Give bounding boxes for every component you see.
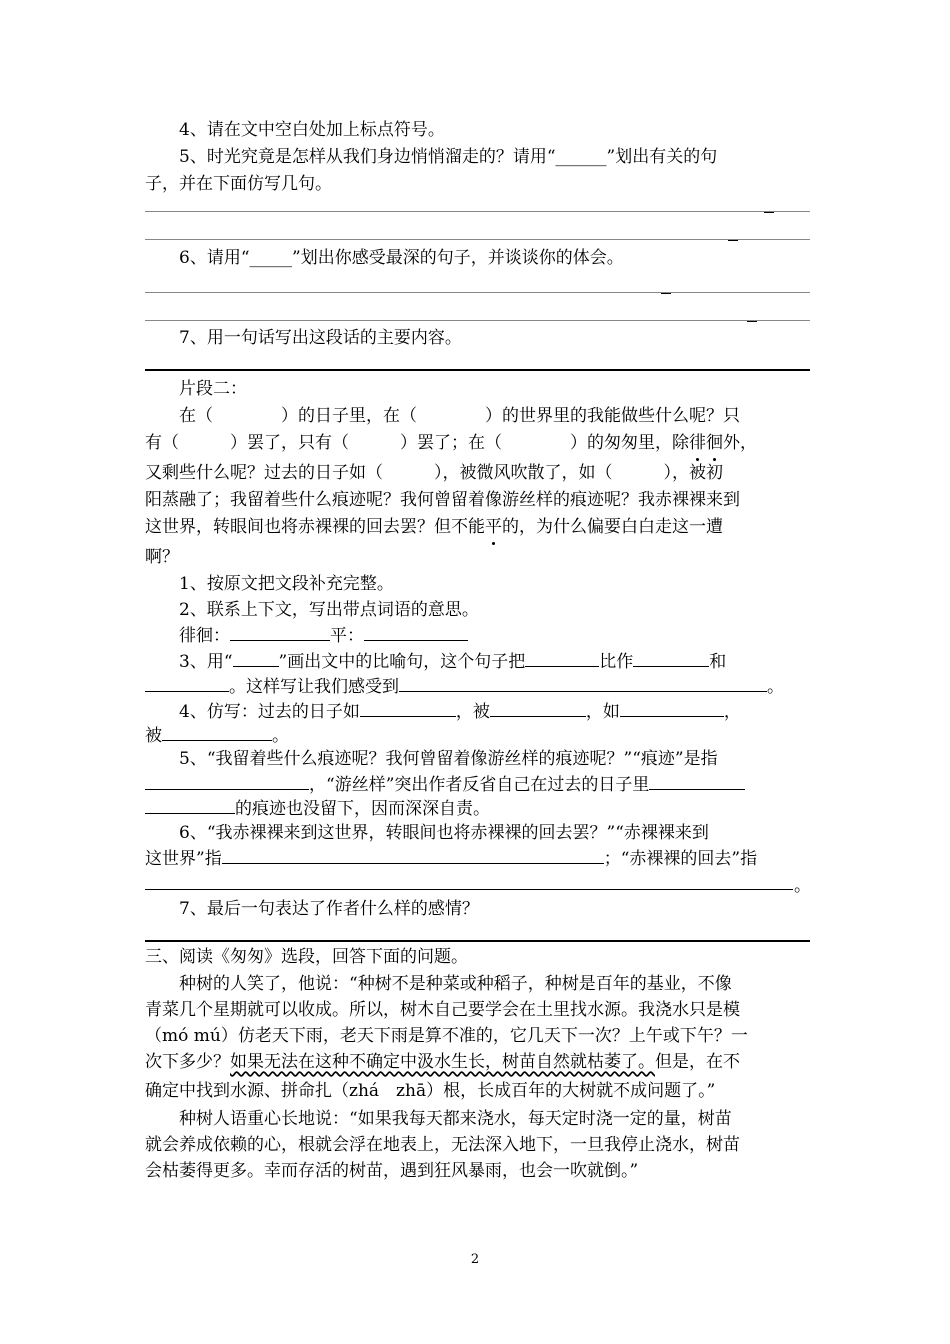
question-2: 2、联系上下文，写出带点词语的意思。: [179, 600, 479, 620]
passage-line: 这世界，转眼间也将赤裸裸的回去罢？但不能平的，为什么偏要白白走这一遭: [145, 517, 723, 537]
question-7: 7、最后一句表达了作者什么样的感情？: [179, 899, 479, 919]
period: 。: [794, 876, 811, 896]
answer-blank[interactable]: [620, 700, 724, 717]
answer-line-mark: [764, 212, 774, 213]
answer-blank[interactable]: [145, 773, 309, 790]
passage-line: 在（ ）的日子里，在（ ）的世界里的我能做些什么呢？只: [179, 406, 740, 426]
answer-line: [145, 369, 810, 371]
answer-blank[interactable]: [360, 700, 456, 717]
passage-line: 有（ ）罢了，只有（ ）罢了；在（ ）的匆匆里，除徘徊外，: [145, 433, 757, 453]
answer-line-mark: [661, 293, 671, 294]
question-4-line2: 被 。: [145, 726, 289, 746]
answer-line: [145, 211, 810, 212]
passage-line: 确定中找到水源、拼命扎（zhá zhā）根，长成百年的大树就不成问题了。”: [145, 1081, 716, 1101]
passage-line: 啊？: [145, 547, 179, 567]
answer-line-mark: [747, 321, 757, 322]
answer-line: [145, 320, 810, 321]
passage-line: 种树人语重心长地说：“如果我每天都来浇水，每天定时浇一定的量，树苗: [179, 1109, 732, 1129]
answer-line: [145, 239, 810, 240]
question-5-line1: 5、“我留着些什么痕迹呢？我何曾留着像游丝样的痕迹呢？”“痕迹”是指: [179, 749, 718, 769]
question-3-line1: 3、用“ ”画出文中的比喻句，这个句子把 比作 和: [179, 652, 727, 672]
passage-line: 阳蒸融了；我留着些什么痕迹呢？我何曾留着像游丝样的痕迹呢？我赤裸裸来到: [145, 490, 740, 510]
answer-line-mark: [728, 240, 738, 241]
answer-line: [145, 940, 810, 942]
answer-blank[interactable]: [162, 724, 272, 741]
question-4-line1: 4、仿写：过去的日子如 ，被 ，如 ，: [179, 702, 741, 722]
wavy-underlined-sentence: 如果无法在这种不确定中汲水生长，树苗自然就枯萎了。: [230, 1052, 655, 1072]
question-4: 4、请在文中空白处加上标点符号。: [179, 120, 445, 140]
answer-line: [145, 889, 793, 890]
question-2-answers: 徘徊： 平：: [145, 624, 844, 647]
question-6: 6、请用“_____”划出你感受最深的句子，并谈谈你的体会。: [179, 248, 624, 268]
question-6-line2: 这世界”指 ；“赤裸裸的回去”指: [145, 849, 758, 869]
dotted-char: 徊: [706, 433, 723, 453]
question-7: 7、用一句话写出这段话的主要内容。: [179, 328, 462, 348]
answer-blank[interactable]: [490, 700, 586, 717]
answer-blank[interactable]: [633, 650, 709, 667]
question-5-line2: ，“游丝样”突出作者反省自己在过去的日子里: [145, 773, 810, 796]
answer-line: [145, 292, 810, 293]
answer-blank[interactable]: [230, 624, 330, 641]
question-3-line2: 。这样写让我们感受到 。: [145, 675, 810, 698]
dotted-char: 平: [485, 517, 502, 537]
passage-line: （mó mú）仿老天下雨，老天下雨是算不准的，它几天下一次？上午或下午？一: [145, 1026, 748, 1046]
question-1: 1、按原文把文段补充完整。: [179, 574, 394, 594]
answer-blank[interactable]: [364, 624, 468, 641]
section-heading: 片段二：: [179, 379, 247, 399]
answer-blank[interactable]: [525, 650, 599, 667]
answer-blank[interactable]: [145, 675, 229, 692]
passage-line: 会枯萎得更多。幸而存活的树苗，遇到狂风暴雨，也会一吹就倒。”: [145, 1161, 639, 1181]
section-heading: 三、阅读《匆匆》选段，回答下面的问题。: [145, 947, 468, 967]
passage-line: 青菜几个星期就可以收成。所以，树木自己要学会在土里找水源。我浇水只是模: [145, 1000, 740, 1020]
question-6-line1: 6、“我赤裸裸来到这世界，转眼间也将赤裸裸的回去罢？”“赤裸裸来到: [179, 823, 709, 843]
dotted-char: 徘: [689, 433, 706, 453]
passage-line: 就会养成依赖的心，根就会浮在地表上，无法深入地下，一旦我停止浇水，树苗: [145, 1135, 740, 1155]
question-5-line3: 的痕迹也没留下，因而深深自责。: [145, 797, 810, 820]
answer-blank[interactable]: [222, 847, 604, 864]
passage-line: 种树的人笑了，他说：“种树不是种菜或种稻子，种树是百年的基业，不像: [179, 974, 732, 994]
answer-blank[interactable]: [233, 650, 279, 667]
question-5-line1: 5、时光究竟是怎样从我们身边悄悄溜走的？请用“______”划出有关的句: [179, 147, 718, 167]
passage-line: 又剩些什么呢？过去的日子如（ ），被微风吹散了，如（ ），被初: [145, 463, 723, 483]
answer-blank[interactable]: [145, 797, 235, 814]
page-number: 2: [470, 1252, 480, 1267]
passage-line: 次下多少？如果无法在这种不确定中汲水生长，树苗自然就枯萎了。但是，在不: [145, 1052, 740, 1072]
question-5-line2: 子，并在下面仿写几句。: [145, 174, 332, 194]
answer-blank[interactable]: [649, 773, 745, 790]
answer-blank[interactable]: [399, 675, 767, 692]
